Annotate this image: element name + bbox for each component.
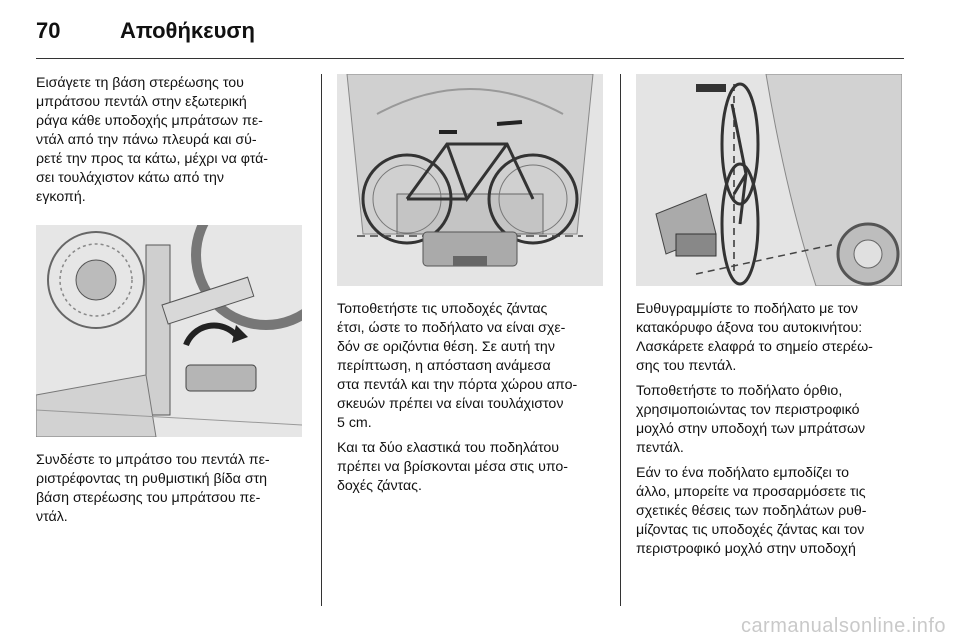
figure-bike-vertical-axis — [636, 74, 902, 286]
column-2 — [337, 74, 605, 496]
text-line: 5 cm. — [337, 415, 372, 431]
text-line: άλλο, μπορείτε να προσαρμόσετε τις — [636, 484, 866, 500]
col1-paragraph-1 — [36, 74, 308, 207]
text-line: μοχλό στην υποδοχή των μπράτσων — [636, 421, 866, 437]
text-line: χρησιμοποιώντας τον περιστροφικό — [636, 402, 860, 418]
text-line: εγκοπή. — [36, 189, 86, 205]
col2-paragraph-1 — [337, 300, 605, 433]
text-line: ριστρέφοντας τη ρυθμιστική βίδα στη — [36, 471, 268, 487]
text-line: σχετικές θέσεις των ποδηλάτων ρυθ- — [636, 503, 867, 519]
text-line: σκευών πρέπει να είναι τουλάχιστον — [337, 396, 564, 412]
text-line: ρετέ την προς τα κάτω, μέχρι να φτά- — [36, 151, 269, 167]
text-line: δόν σε οριζόντια θέση. Σε αυτή την — [337, 339, 555, 355]
column-divider-1 — [321, 74, 322, 606]
text-line: Τοποθετήστε το ποδήλατο όρθιο, — [636, 383, 843, 399]
text-line: Ευθυγραμμίστε το ποδήλατο με τον — [636, 301, 859, 317]
col3-paragraph-3 — [636, 464, 906, 559]
bike-rear-view-illustration — [337, 74, 603, 286]
text-line: ντάλ από την πάνω πλευρά και σύ- — [36, 132, 257, 148]
text-line: Και τα δύο ελαστικά του ποδηλάτου — [337, 440, 559, 456]
text-line: ράγα κάθε υποδοχής μπράτσων πε- — [36, 113, 263, 129]
header-rule — [36, 58, 904, 59]
pedal-mount-illustration — [36, 225, 302, 437]
page-number: 70 — [36, 18, 61, 43]
text-line: Συνδέστε το μπράτσο του πεντάλ πε- — [36, 452, 270, 468]
text-line: πεντάλ. — [636, 440, 684, 456]
text-line: Λασκάρετε ελαφρά το σημείο στερέω- — [636, 339, 873, 355]
col3-paragraph-1 — [636, 300, 906, 376]
text-line: περιστροφικό μοχλό στην υποδοχή — [636, 541, 856, 557]
text-line: Εάν το ένα ποδήλατο εμποδίζει το — [636, 465, 850, 481]
watermark: carmanualsonline.info — [740, 615, 946, 637]
text-line: σης του πεντάλ. — [636, 358, 737, 374]
text-line: κατακόρυφο άξονα του αυτοκινήτου: — [636, 320, 863, 336]
column-3 — [636, 74, 906, 559]
section-title: Αποθήκευση — [120, 18, 255, 43]
text-line: έτσι, ώστε το ποδήλατο να είναι σχε- — [337, 320, 566, 336]
text-line: μπράτσου πεντάλ στην εξωτερική — [36, 94, 247, 110]
text-line: περίπτωση, η απόσταση ανάμεσα — [337, 358, 551, 374]
column-1 — [36, 74, 308, 527]
text-line: δοχές ζάντας. — [337, 478, 422, 494]
col3-paragraph-2 — [636, 382, 906, 458]
text-line: Εισάγετε τη βάση στερέωσης του — [36, 75, 244, 91]
text-line: Τοποθετήστε τις υποδοχές ζάντας — [337, 301, 548, 317]
column-divider-2 — [620, 74, 621, 606]
figure-bike-rear-view — [337, 74, 603, 286]
figure-pedal-mount — [36, 225, 302, 437]
col1-paragraph-2 — [36, 451, 308, 527]
text-line: σει τουλάχιστον κάτω από την — [36, 170, 224, 186]
col2-paragraph-2 — [337, 439, 605, 496]
bike-vertical-axis-illustration — [636, 74, 902, 286]
text-line: βάση στερέωσης του μπράτσου πε- — [36, 490, 261, 506]
text-line: μίζοντας τις υποδοχές ζάντας και τον — [636, 522, 865, 538]
text-line: ντάλ. — [36, 509, 68, 525]
text-line: πρέπει να βρίσκονται μέσα στις υπο- — [337, 459, 569, 475]
text-line: στα πεντάλ και την πόρτα χώρου απο- — [337, 377, 578, 393]
